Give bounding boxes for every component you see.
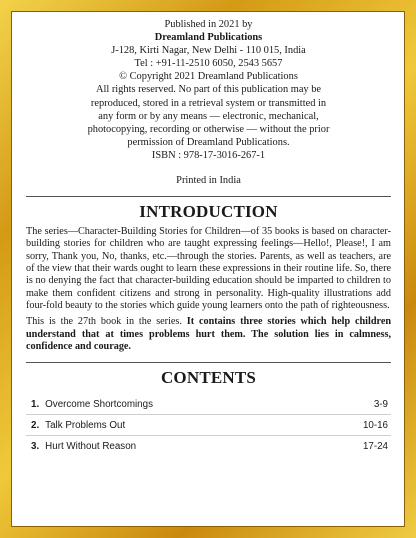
- divider: [26, 196, 391, 197]
- isbn-line: ISBN : 978-17-3016-267-1: [151, 149, 266, 161]
- toc-item: [26, 436, 391, 456]
- table-of-contents: [26, 394, 391, 456]
- published-line: Published in 2021 by: [164, 19, 253, 30]
- toc-entry: [31, 441, 136, 452]
- publisher-address: J-128, Kirti Nagar, New Delhi - 110 015, India: [111, 45, 306, 57]
- printed-in-line: Printed in India: [176, 175, 241, 187]
- toc-title: Overcome Shortcomings: [45, 399, 153, 411]
- copyright-line: © Copyright 2021 Dreamland Publications: [119, 71, 298, 83]
- introduction-summary: [26, 316, 391, 353]
- toc-title: Talk Problems Out: [45, 420, 126, 432]
- toc-entry: [31, 399, 153, 410]
- toc-pages: 10-16: [362, 420, 388, 432]
- page: [11, 11, 405, 527]
- imprint-block: [26, 18, 391, 187]
- toc-number: 2.: [31, 420, 40, 432]
- rights-line: permission of Dreamland Publications.: [127, 136, 290, 148]
- publisher-name: Dreamland Publications: [154, 32, 263, 44]
- summary-bold-text: It contains three stories which help children understand that at times problems hurt them. The solution lies in calmness, confidence and courage.: [26, 316, 392, 352]
- summary-text: This is the 27th book in the series.: [26, 316, 187, 328]
- rights-line: All rights reserved. No part of this publication may be: [95, 84, 322, 96]
- rights-line: reproduced, stored in a retrieval system or transmitted in: [90, 97, 327, 109]
- toc-title: Hurt Without Reason: [45, 441, 137, 453]
- toc-pages: 3-9: [373, 399, 388, 411]
- publisher-phone: Tel : +91-11-2510 6050, 2543 5657: [134, 58, 283, 70]
- rights-line: photocopying, recording or otherwise — without the prior: [87, 123, 330, 135]
- toc-number: 3.: [31, 441, 40, 453]
- introduction-paragraph: The series—Character-Building Stories for Children—of 35 books is based on character-building stories for children who are taught expressing feelings—Hello!, Please!, I am sorry, Thank you, No, thanks, etc.—through the stories. Parents, as well as teachers, are of the view that their wards ought to learn these expressions in their routine life. So, there is no denying the fact that character-building education should be imparted to children to make them confident citizens and strong in personality. High-quality illustrations add four-fold beauty to the stories which guide young learners onto the path of righteousness.: [26, 226, 391, 311]
- rights-line: any form or by any means — electronic, mechanical,: [98, 110, 319, 122]
- toc-number: 1.: [31, 399, 40, 411]
- divider: [26, 362, 391, 363]
- toc-item: [26, 394, 391, 415]
- contents-heading: CONTENTS: [160, 368, 257, 388]
- toc-entry: [31, 420, 125, 431]
- toc-pages: 17-24: [362, 441, 388, 453]
- toc-item: [26, 415, 391, 436]
- introduction-heading: INTRODUCTION: [139, 202, 278, 222]
